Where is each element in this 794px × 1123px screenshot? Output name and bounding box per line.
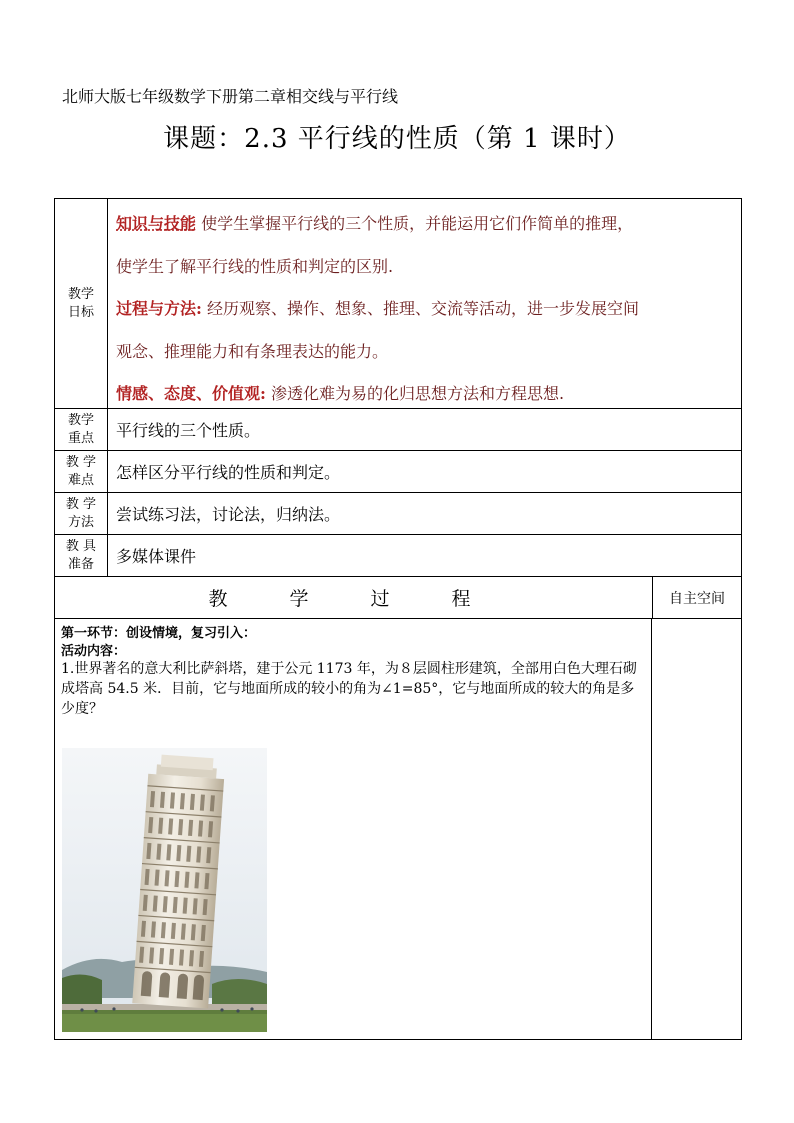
- objectives-label: 教学日标: [55, 199, 108, 408]
- knowledge-line-2: 使学生了解平行线的性质和判定的区别.: [116, 256, 394, 276]
- process-line-2: 观念、推理能力和有条理表达的能力。: [116, 341, 389, 361]
- lesson-plan-table: [54, 198, 742, 1040]
- free-space-header: 自主空间: [669, 590, 725, 607]
- course-line: 北师大版七年级数学下册第二章相交线与平行线: [62, 87, 399, 106]
- knowledge-line-1: 知识与技能 使学生掌握平行线的三个性质，并能运用它们作简单的推理，: [116, 214, 634, 233]
- difficulties-label: 教 学难点: [55, 451, 108, 492]
- tools-label: 教 具准备: [55, 535, 108, 576]
- methods-row: [55, 493, 741, 535]
- methods-label: 教 学方法: [55, 493, 108, 534]
- methods-content: 尝试练习法，讨论法，归纳法。: [116, 505, 341, 524]
- process-header: 教 学 过 程: [55, 577, 653, 618]
- process-key: 过程与方法:: [116, 299, 202, 318]
- key-points-content: 平行线的三个性质。: [116, 421, 261, 440]
- difficulties-content: 怎样区分平行线的性质和判定。: [116, 463, 341, 482]
- objectives-row: [55, 199, 741, 409]
- activity-label: 活动内容：: [61, 644, 127, 659]
- knowledge-key: 知识与技能: [116, 214, 197, 233]
- difficulties-row: [55, 451, 741, 493]
- paragraph-1: 1.世界著名的意大利比萨斜塔，建于公元 1173 年，为８层圆柱形建筑，全部用白色大理石砌成塔高 54.5 米．目前，它与地面所成的较小的角为∠1=85°，它与地面所成的较大的角是多少度？: [61, 661, 637, 717]
- process-line-1: 过程与方法: 经历观察、操作、想象、推理、交流等活动，进一步发展空间: [116, 299, 640, 318]
- process-body: [55, 619, 652, 1039]
- tools-row: [55, 535, 741, 577]
- process-header-row: [55, 577, 741, 619]
- objectives-content: [108, 199, 741, 408]
- key-points-label: 教学重点: [55, 409, 108, 450]
- lesson-title: 课题：2.3 平行线的性质（第 1 课时）: [163, 124, 631, 154]
- tools-content: 多媒体课件: [116, 547, 197, 566]
- emotion-line: 情感、态度、价值观: 渗透化难为易的化归思想方法和方程思想.: [116, 384, 565, 403]
- emotion-key: 情感、态度、价值观:: [116, 384, 266, 403]
- key-points-row: [55, 409, 741, 451]
- leaning-tower-photo: [62, 748, 267, 1032]
- section-1-heading: 第一环节：创设情境，复习引入：: [61, 626, 257, 641]
